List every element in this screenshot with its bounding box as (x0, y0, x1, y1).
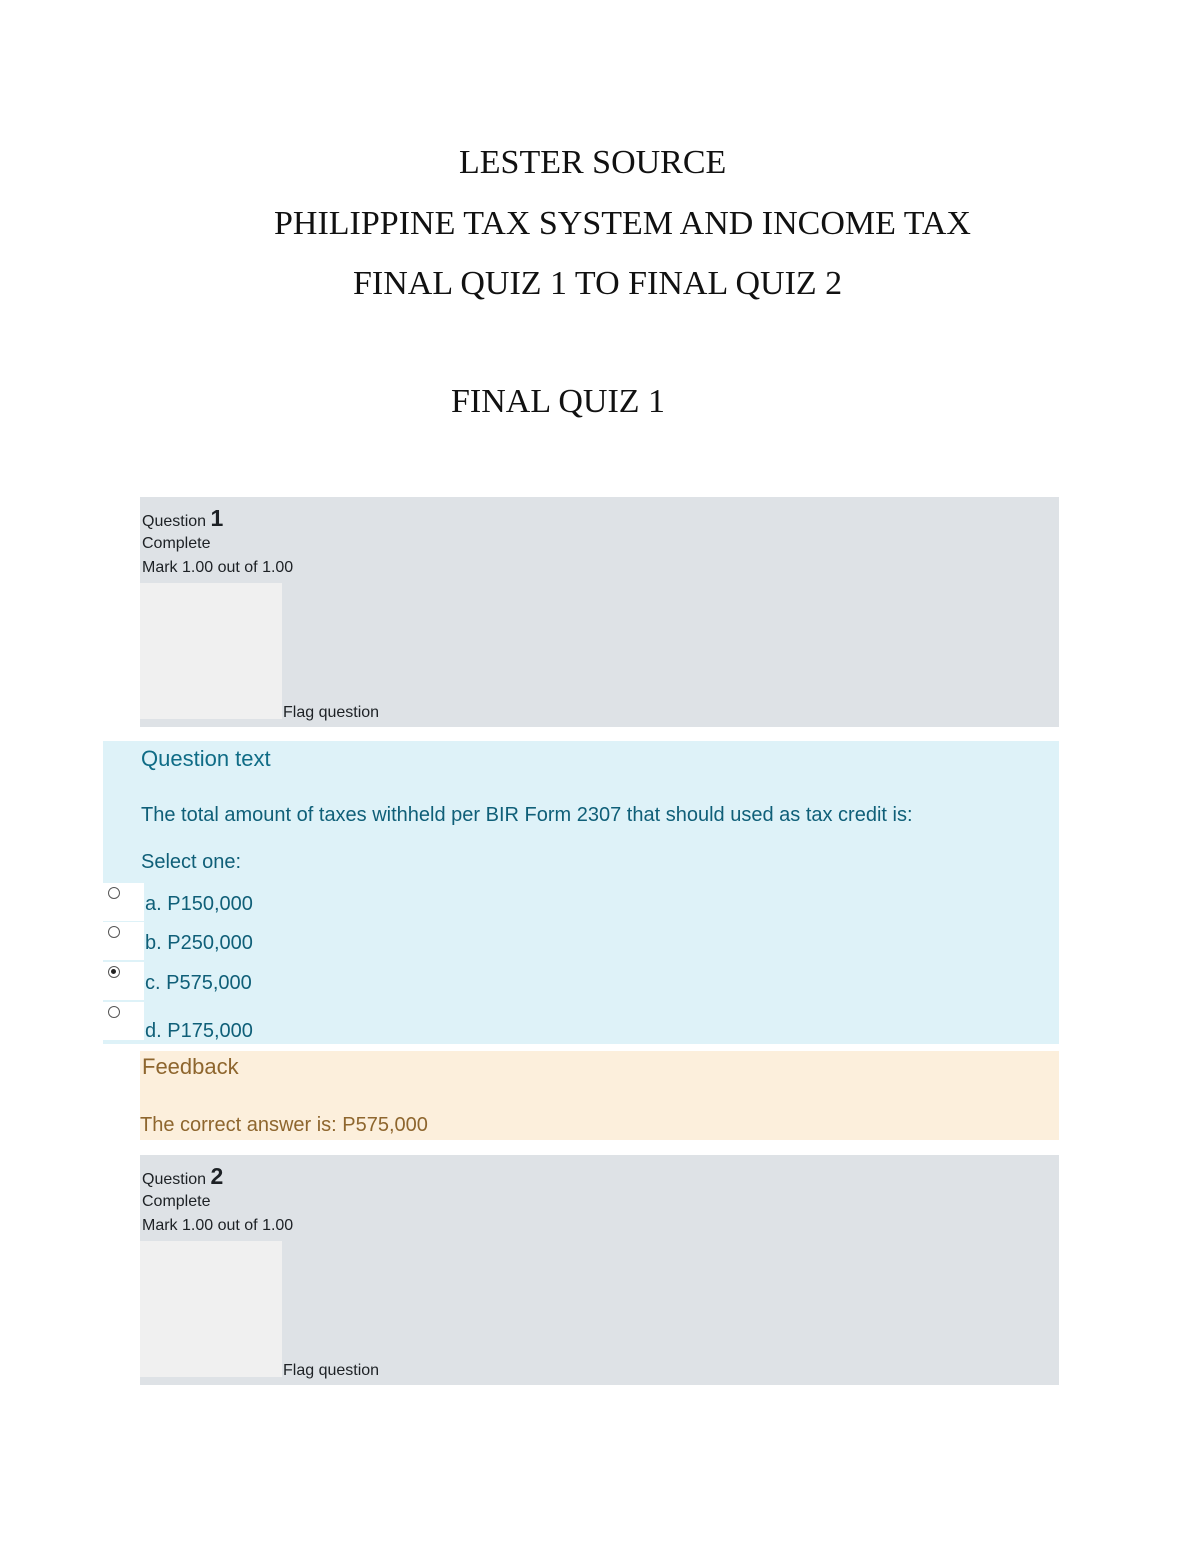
question-1-text: The total amount of taxes withheld per BIR Form 2307 that should used as tax credit is: (141, 804, 913, 826)
question-number: 1 (210, 505, 224, 531)
question-text-heading: Question text (141, 746, 271, 771)
answer-option-a[interactable] (103, 883, 603, 921)
document-subtitle: PHILIPPINE TAX SYSTEM AND INCOME TAX (274, 205, 971, 242)
answer-c-radio-cell[interactable] (103, 962, 144, 1000)
answer-c-label[interactable]: c. P575,000 (145, 972, 252, 994)
document-title: LESTER SOURCE (459, 144, 727, 181)
answer-a-radio-cell[interactable] (103, 883, 144, 921)
question-2-grade: Mark 1.00 out of 1.00 (142, 1217, 294, 1234)
answer-b-label[interactable]: b. P250,000 (145, 932, 253, 954)
answer-d-label[interactable]: d. P175,000 (145, 1020, 253, 1042)
select-one-prompt: Select one: (141, 851, 242, 873)
radio-button-icon[interactable] (108, 887, 120, 899)
question-2-info (140, 1155, 1059, 1385)
question-2-flag-button[interactable]: Flag question (283, 1362, 380, 1379)
radio-button-checked-icon[interactable] (108, 966, 120, 978)
question-1-flag-button[interactable]: Flag question (283, 704, 380, 721)
answer-d-radio-cell[interactable] (103, 1002, 144, 1040)
feedback-heading: Feedback (142, 1054, 239, 1079)
question-number: 2 (210, 1163, 224, 1189)
feedback-text: The correct answer is: P575,000 (140, 1114, 428, 1136)
question-2-flag-area (140, 1241, 282, 1377)
question-2-state: Complete (142, 1193, 211, 1210)
answer-a-label[interactable]: a. P150,000 (145, 893, 253, 915)
radio-button-icon[interactable] (108, 1006, 120, 1018)
question-1-state: Complete (142, 535, 211, 552)
answer-option-d[interactable] (103, 1002, 603, 1040)
answer-b-radio-cell[interactable] (103, 922, 144, 960)
question-1-flag-area (140, 583, 282, 719)
question-1-grade: Mark 1.00 out of 1.00 (142, 559, 294, 576)
answer-option-c[interactable] (103, 962, 603, 1000)
question-label-text: Question (142, 1171, 207, 1188)
question-1-label (142, 505, 223, 532)
quiz-heading: FINAL QUIZ 1 (451, 383, 666, 420)
answer-option-b[interactable] (103, 922, 603, 960)
question-label-text: Question (142, 513, 207, 530)
question-1-feedback (140, 1051, 1059, 1140)
radio-button-icon[interactable] (108, 926, 120, 938)
question-2-label (142, 1163, 223, 1190)
question-1-info (140, 497, 1059, 727)
document-range: FINAL QUIZ 1 TO FINAL QUIZ 2 (353, 265, 843, 302)
